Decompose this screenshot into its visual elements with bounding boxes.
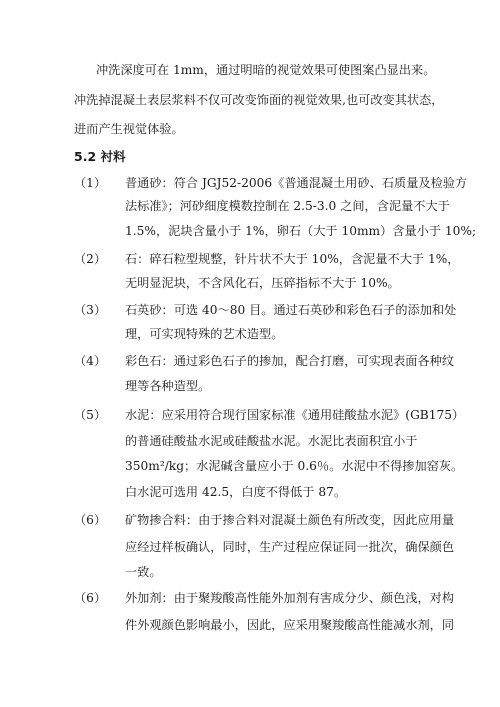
item-line: 彩色石：通过彩色石子的掺加，配合打磨，可实现表面各种纹	[125, 354, 455, 368]
section-heading: 5.2 衬料	[74, 149, 126, 164]
item-line: 矿物掺合料：由于掺合料对混凝土颜色有所改变，因此应用量	[125, 513, 455, 527]
item-line: 理，可实现特殊的艺术造型。	[125, 327, 284, 341]
item-number: （5）	[74, 408, 107, 422]
item-line: 一致。	[125, 565, 162, 579]
item-number: （4）	[74, 354, 107, 368]
item-line: 无明显泥块，不含风化石，压碎指标不大于 10%。	[125, 276, 400, 290]
item-number: （6）	[74, 513, 107, 527]
item-line: 白水泥可选用 42.5，白度不得低于 87。	[125, 485, 347, 499]
item-line: 石：碎石粒型规整，针片状不大于 10%，含泥量不大于 1%，	[125, 252, 460, 266]
item-line: 应经过样板确认，同时，生产过程应保证同一批次，确保颜色	[125, 540, 455, 554]
item-line: 水泥：应采用符合现行国家标准《通用硅酸盐水泥》(GB175）	[125, 408, 465, 422]
item-number: （3）	[74, 303, 107, 317]
item-number: （6）	[74, 591, 107, 605]
item-number: （1）	[74, 176, 107, 190]
item-line: 石英砂：可选 40～80 目。通过石英砂和彩色石子的添加和处	[125, 303, 457, 317]
item-line: 普通砂：符合 JGJ52-2006《普通混凝土用砂、石质量及检验方	[125, 176, 468, 190]
item-line: 件外观颜色影响最小，因此，应采用聚羧酸高性能减水剂，同	[125, 618, 455, 632]
intro-line-1: 冲洗深度可在 1mm，通过明暗的视觉效果可使图案凸显出来。	[96, 63, 436, 77]
item-line: 理等各种造型。	[125, 379, 211, 393]
item-line: 的普通硅酸盐水泥或硅酸盐水泥。水泥比表面积宜小于	[125, 434, 418, 448]
item-line: 350m²/kg；水泥碱含量应小于 0.6％。水泥中不得掺加窑灰。	[125, 459, 464, 473]
item-line: 1.5%，泥块含量小于 1%，卵石（大于 10mm）含量小于 10%;	[125, 224, 477, 238]
item-line: 外加剂：由于聚羧酸高性能外加剂有害成分少、颜色浅，对构	[125, 591, 455, 605]
intro-line-3: 进而产生视觉体验。	[74, 122, 184, 136]
item-number: （2）	[74, 252, 107, 266]
intro-line-2: 冲洗掉混凝土表层浆料不仅可改变饰面的视觉效果,也可改变其状态，	[74, 93, 444, 107]
item-line: 法标准》；河砂细度模数控制在 2.5-3.0 之间，含泥量不大于	[125, 199, 450, 213]
